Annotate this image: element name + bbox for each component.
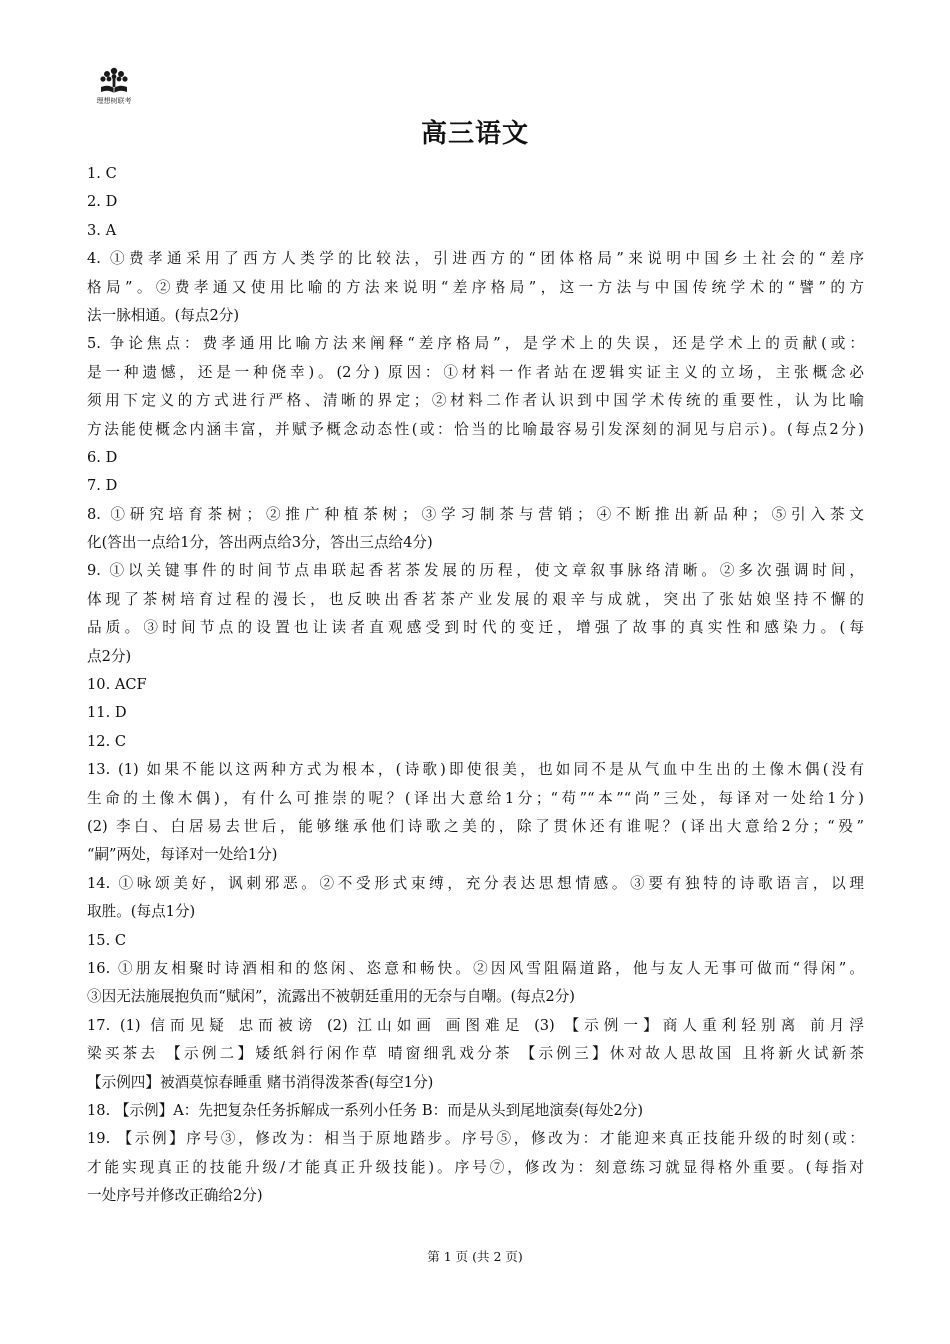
answer-line: 是一种遗憾，还是一种侥幸)。(2分) 原因：①材料一作者站在逻辑实证主义的立场，主张概念必 <box>87 363 864 381</box>
answer-line: 【示例四】被酒莫惊春睡重 赌书消得泼茶香(每空1分) <box>87 1073 434 1091</box>
answer-line: 须用下定义的方式进行严格、清晰的界定；②材料二作者认识到中国学术传统的重要性，认为比喻 <box>87 392 864 410</box>
answer-line: 4. ①费孝通采用了西方人类学的比较法，引进西方的“团体格局”来说明中国乡土社会的“差序 <box>87 250 864 268</box>
answer-line: 14. ①咏颂美好，讽刺邪恶。②不受形式束缚，充分表达思想情感。③要有独特的诗歌语言，以理 <box>87 874 864 892</box>
answer-line: (2) 李白、白居易去世后，能够继承他们诗歌之美的，除了贯休还有谁呢？(译出大意给2分；“殁” <box>87 817 864 835</box>
answer-line: 方法能使概念内涵丰富，并赋予概念动态性(或：恰当的比喻最容易引发深刻的洞见与启示)。(每点2分) <box>87 420 864 438</box>
answer-line: 品质。③时间节点的设置也让读者直观感受到时代的变迁，增强了故事的真实性和感染力。(每 <box>87 619 864 637</box>
page-footer: 第 1 页 (共 2 页) <box>427 1249 523 1264</box>
logo <box>84 66 144 106</box>
answer-line: 13. (1) 如果不能以这两种方式为根本，(诗歌)即使很美，也如同不是从气血中生出的土像木偶(没有 <box>87 761 864 779</box>
answer-line: 6. D <box>87 448 118 466</box>
page-title: 高三语文 <box>420 119 529 149</box>
answer-line: 7. D <box>87 477 118 495</box>
answer-line: 生命的土像木偶)，有什么可推崇的呢？(译出大意给1分；“苟”“本”“尚”三处，每译对一处给1分) <box>87 789 864 807</box>
answer-line: 10. ACF <box>87 676 147 694</box>
answer-line: 16. ①朋友相聚时诗酒相和的悠闲、恣意和畅快。②因风雪阻隔道路，他与友人无事可做而“得闲”。 <box>87 959 864 977</box>
answer-line: 15. C <box>87 931 127 949</box>
answer-line: 9. ①以关键事件的时间节点串联起香茗茶发展的历程，使文章叙事脉络清晰。②多次强调时间， <box>87 562 864 580</box>
answer-line: 2. D <box>87 193 118 211</box>
answer-line: 体现了茶树培育过程的漫长，也反映出香茗茶产业发展的艰辛与成就，突出了张姑娘坚持不懈的 <box>87 590 864 608</box>
answer-line: 一处序号并修改正确给2分) <box>87 1187 263 1205</box>
answer-line: 5. 争论焦点：费孝通用比喻方法来阐释“差序格局”，是学术上的失误，还是学术上的贡献(或： <box>87 335 864 353</box>
answer-line: 梁买茶去 【示例二】矮纸斜行闲作草 晴窗细乳戏分茶 【示例三】休对故人思故国 且将新火试新茶 <box>87 1045 864 1063</box>
answer-line: 格局”。②费孝通又使用比喻的方法来说明“差序格局”，这一方法与中国传统学术的“譬”的方 <box>87 278 864 296</box>
answer-list <box>87 160 864 1210</box>
tree-book-icon <box>97 66 131 96</box>
answer-line: 19. 【示例】序号③，修改为：相当于原地踏步。序号⑤，修改为：才能迎来真正技能升级的时刻(或： <box>87 1130 864 1148</box>
answer-line: 17. (1) 信而见疑 忠而被谤 (2) 江山如画 画图难足 (3) 【示例一】商人重利轻别离 前月浮 <box>87 1016 864 1034</box>
answer-line: 8. ①研究培育茶树；②推广种植茶树；③学习制茶与营销；④不断推出新品种；⑤引入茶文 <box>87 505 864 523</box>
answer-line: 12. C <box>87 732 127 750</box>
answer-line: 才能实现真正的技能升级/才能真正升级技能)。序号⑦，修改为：刻意练习就显得格外重要。(每指对 <box>87 1158 864 1176</box>
answer-line: 点2分) <box>87 647 132 665</box>
answer-line: 11. D <box>87 704 127 722</box>
answer-line: ③因无法施展抱负而“赋闲”，流露出不被朝廷重用的无奈与自嘲。(每点2分) <box>87 988 576 1006</box>
answer-line: 1. C <box>87 165 117 182</box>
answer-line: 化(答出一点给1分，答出两点给3分，答出三点给4分) <box>87 534 433 552</box>
answer-line: 取胜。(每点1分) <box>87 903 196 921</box>
answer-line: 18. 【示例】A：先把复杂任务拆解成一系列小任务 B：而是从头到尾地演奏(每处2分) <box>87 1101 644 1119</box>
answer-line: 法一脉相通。(每点2分) <box>87 306 240 324</box>
answer-line: 3. A <box>87 221 117 239</box>
logo-text: 理想树联考 <box>96 97 132 105</box>
answer-line: “嗣”两处，每译对一处给1分) <box>87 846 278 864</box>
